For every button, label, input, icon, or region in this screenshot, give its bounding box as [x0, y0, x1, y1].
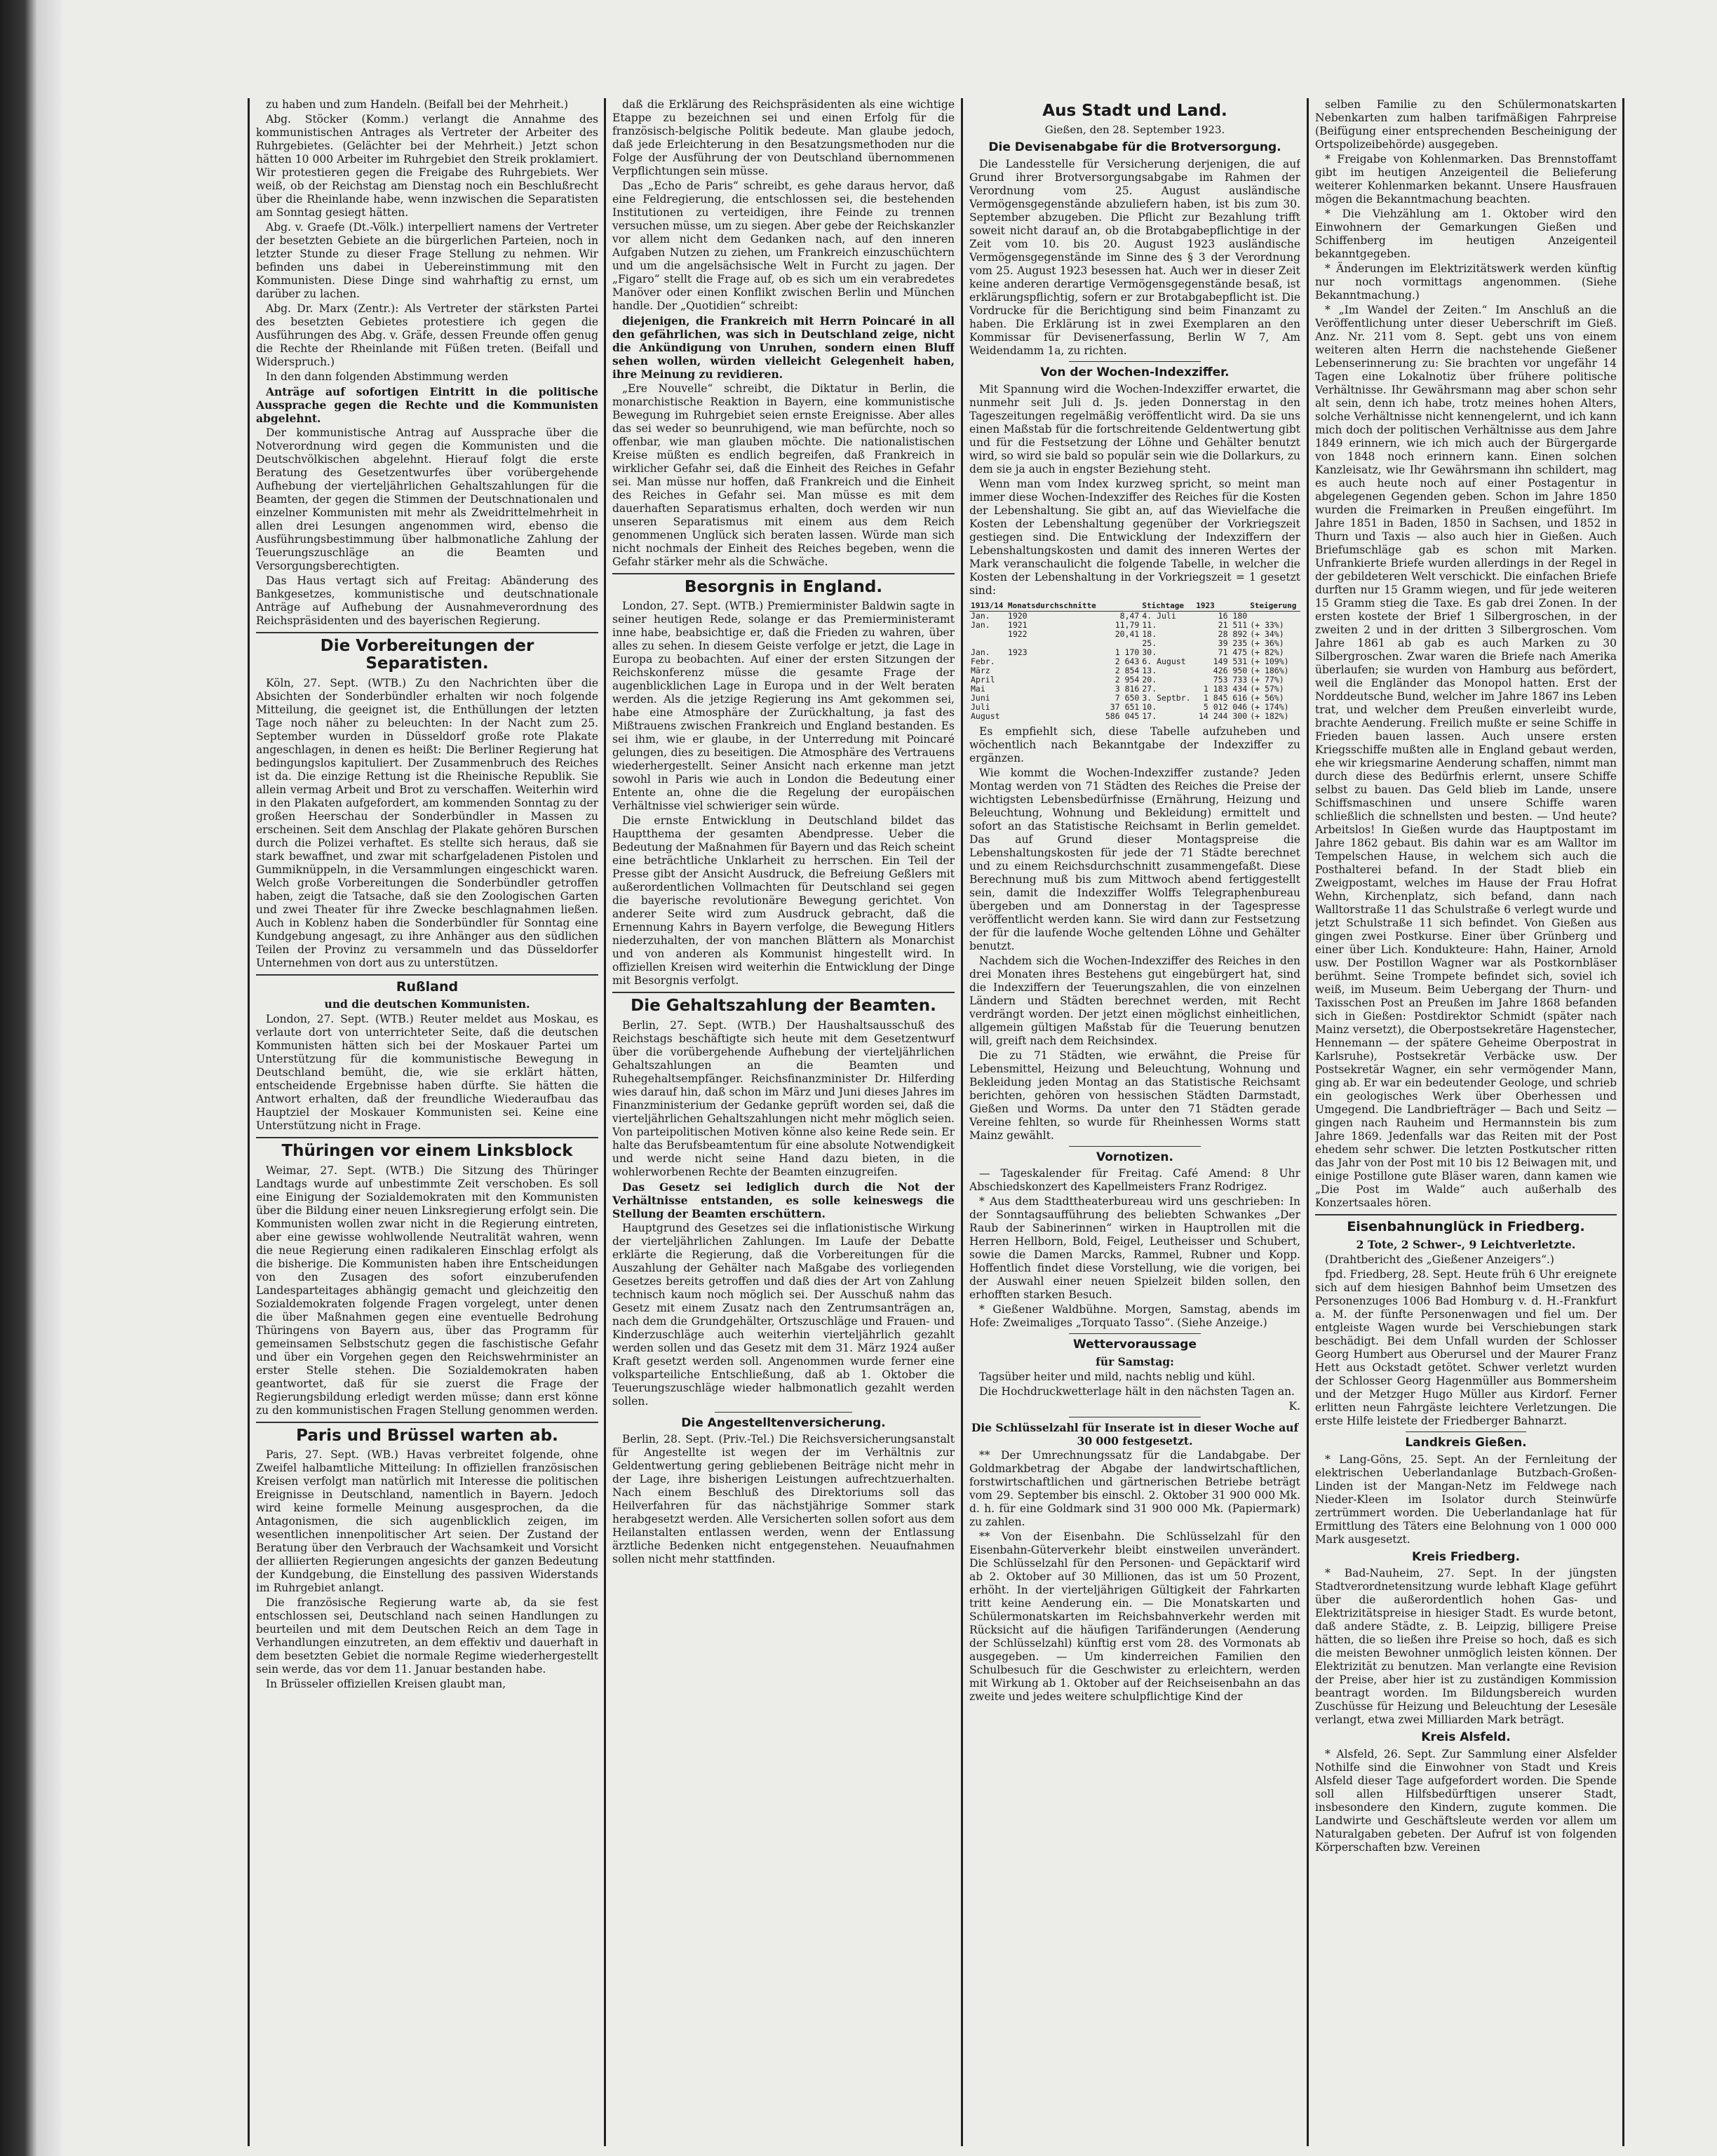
table-cell: Febr. — [971, 656, 995, 666]
article-body: Die zu 71 Städten, wie erwähnt, die Preise für Lebensmittel, Heizung und Beleuchtung, Wohnung und Bekleidung jeden Montag an das Statistische Reichsamt berichten, gehören von hessischen Städten Darmstadt, Gießen und Worms. Da unter den 71 Städten gerade Vereine fehlten, so wurde für Rheinhessen Worms statt Mainz gewählt. — [969, 1049, 1300, 1142]
table-cell: 1 170 — [1115, 647, 1140, 657]
table-cell — [1006, 666, 1102, 675]
article-body: Wenn man vom Index kurzweg spricht, so meint man immer diese Wochen-Indexziffer des Reiches für die Kosten der Lebenshaltung. Sie gibt an, auf das Wievielfache die Kosten der Lebenshaltung gegenüber der Vorkriegszeit gestiegen sind. Die Entwicklung der Indexziffern der Lebenshaltungskosten und damit des inneren Wertes der Mark veranschaulicht die folgende Tabelle, in welcher die Kosten der Lebenshaltung in der Vorkriegszeit = 1 gesetzt sind: — [969, 477, 1300, 597]
newspaper-page — [62, 0, 1717, 2156]
section-title-stadt-und-land: Aus Stadt und Land. — [1042, 102, 1227, 120]
headline-devisenabgabe: Die Devisenabgabe für die Brotversorgung. — [988, 140, 1281, 155]
article-body: Die Hochdruckwetterlage hält in den nächsten Tagen an. — [979, 1385, 1295, 1399]
table-cell: 27. — [1142, 683, 1157, 694]
table-row — [969, 703, 1300, 712]
section-divider — [1069, 361, 1201, 362]
table-cell: 1 183 434 — [1203, 683, 1248, 694]
table-cell: August — [971, 710, 1000, 721]
section-divider — [715, 1412, 851, 1413]
article-body: In Brüsseler offiziellen Kreisen glaubt man, — [266, 1678, 506, 1691]
table-row — [969, 675, 1300, 685]
bold-statement: diejenigen, die Frankreich mit Herrn Poincaré in all den gefährlichen, was sich in Deutschland zeige, nicht die Ankündigung von Unruhen, sondern einen Bluff sehen wollen, würden vielleicht Gelegenheit haben, ihre Meinung zu revidieren. — [612, 314, 955, 381]
column-rule — [604, 98, 606, 2146]
column-rule — [961, 98, 963, 2146]
paragraph: daß die Erklärung des Reichspräsidenten als eine wichtige Etappe zu bezeichnen sei und einen Erfolg für die französisch-belgische Politik bedeute. Man glaube jedoch, daß jede Erleichterung in den Besatzungsmethoden nur die Folge der Ausführung der von Deutschland übernommenen Verpflichtungen sein müsse. — [612, 98, 955, 177]
paragraph: * Änderungen im Elektrizitätswerk werden künftig nur noch vormittags angenommen. (Siehe Bekanntmachung.) — [1315, 262, 1617, 302]
table-cell: 2 854 — [1115, 665, 1140, 675]
table-cell: (+ 77%) — [1250, 674, 1284, 685]
table-cell: 21 511 — [1218, 619, 1248, 630]
table-row — [969, 611, 1300, 621]
paragraph: selben Familie zu den Schülermonatskarten Nebenkarten zum halben tarifmäßigen Fahrpreise (Beifügung einer entsprechenden Bescheinigung der Ortspolizeibehörde) ausgegeben. — [1315, 98, 1617, 151]
paragraph: Abg. v. Graefe (Dt.-Völk.) interpelliert namens der Vertreter der besetzten Gebiete an die bürgerlichen Parteien, noch in letzter Stunde zu dieser Frage Stellung zu nehmen. Wir befinden uns dabei in Uebereinstimmung mit den Kommunisten. Diese Dinge sind wahrhaftig zu ernst, um darüber zu lachen. — [256, 221, 598, 300]
dateline: Gießen, den 28. September 1923. — [1044, 123, 1225, 137]
table-cell — [969, 630, 1006, 639]
section-divider — [256, 1137, 598, 1138]
article-body: * Bad-Nauheim, 27. Sept. In der jüngsten Stadtverordnetensitzung wurde lebhaft Klage geführt über die außerordentlich hohen Gas- und Elektrizitätspreise in hiesiger Stadt. Es wurde betont, daß andere Städte, z. B. Leipzig, billigere Preise hätten, die so ließen ihre Preise so hoch, daß es sich die meisten Bewohner unmöglich leisten können. Der Elektrizität zu benutzen. Man verlangte eine Revision der Preise, aber hier ist zu zuständigen Kommission beantragt worden. Im Bildungsbereich wurden Zuschüsse für Heizung und Beleuchtung der Lesesäle verlangt, etwa zwei Milliarden Mark beträgt. — [1315, 1567, 1617, 1727]
table-cell: 4. Juli — [1142, 610, 1176, 621]
column-rule — [1622, 98, 1624, 2146]
table-cell: Jan. — [971, 619, 990, 630]
bold-statement: Das Gesetz sei lediglich durch die Not der Verhältnisse entstanden, es solle keineswegs die Stellung der Beamten erschüttern. — [612, 1180, 955, 1220]
article-body: Wie kommt die Wochen-Indexziffer zustande? Jeden Montag werden von 71 Städten des Reiches die Preise der wichtigsten Lebensbedürfnisse (Ernährung, Heizung und Beleuchtung, Wohnung und Bekleidung) ermittelt und sofort an das Statistische Reichsamt in Berlin gemeldet. Das auf Grund dieser Montagspreise die Lebenshaltungskosten für jede der 71 Städte berechnet und zu einem Reichsdurchschnitt zusammengefaßt. Diese Berechnung muß bis zum Mittwoch abend fertiggestellt sein, damit die Indexziffer Wolffs Telegraphenbureau übergeben und am Donnerstag in der Tagespresse veröffentlicht werden kann. Sie wird dann zur Festsetzung der für die laufende Woche geltenden Löhne und Gehälter benutzt. — [969, 766, 1300, 952]
article-body: Weimar, 27. Sept. (WTB.) Die Sitzung des Thüringer Landtags wurde auf unbestimmte Zeit verschoben. Es soll eine Einigung der Sozialdemokraten mit den Kommunisten über die Bildung einer neuen Linksregierung erfolgt sein. Die Kommunisten wollen zwar nicht in die Regierung eintreten, aber eine gewisse wohlwollende Neutralität wahren, wenn die neue Regierung einen radikaleren Einschlag erfolgt als die bisherige. Die Kommunisten haben ihre Entscheidungen von den Zusagen des sofort einzuberufenden Landesparteitages abhängig gemacht und gleichzeitig den Sozialdemokraten folgende Fragen vorgelegt, unter denen die über Maßnahmen gegen eine eventuelle Bedrohung Thüringens von Bayern aus, über das Programm für gemeinsamen Selbstschutz gegen die faschistische Gefahr und über ein Vorgehen gegen den Reichswehrminister an erster Stelle stehen. Die Sozialdemokraten haben geantwortet, daß für sie zuerst die Frage der Regierungsbildung erledigt werden müsse; dann erst könne zu den kommunistischen Fragen Stellung genommen werden. — [256, 1164, 598, 1417]
table-cell: 2 643 — [1115, 656, 1140, 666]
headline-angestelltenversicherung: Die Angestelltenversicherung. — [681, 1415, 886, 1430]
table-cell — [1248, 611, 1300, 621]
table-cell: 16 180 — [1218, 610, 1248, 621]
article-body: * Gießener Waldbühne. Morgen, Samstag, abends im Hofe: Zweimaliges „Torquato Tasso“. (Siehe Anzeige.) — [969, 1303, 1300, 1330]
page-frame — [248, 98, 1624, 2146]
table-cell: Jan. — [971, 647, 990, 657]
table-cell: (+ 56%) — [1250, 692, 1284, 703]
section-divider — [612, 573, 955, 574]
table-cell — [1006, 694, 1102, 703]
section-divider — [1406, 1431, 1526, 1432]
article-body: Tagsüber heiter und mild, nachts neblig und kühl. — [979, 1370, 1255, 1384]
article-body: * Alsfeld, 26. Sept. Zur Sammlung einer Alsfelder Nothilfe sind die Einwohner von Stadt und Kreis Alsfeld dieser Tage aufgefordert worden. Die Spende soll allen Hilfsbedürftigen unserer Stadt, insbesondere den Kindern, zugute kommen. Die Landwirte und Geschäftsleute werden vor allem um Naturalgaben gebeten. Der Aufruf ist von folgenden Körperschaften bzw. Vereinen — [1315, 1747, 1617, 1854]
article-body: Berlin, 28. Sept. (Priv.-Tel.) Die Reichsversicherungsanstalt für Angestellte ist wegen der im Verhältnis zur Geldentwertung gering gebliebenen Beiträge nicht mehr in der Lage, ihre bisherigen Leistungen aufrechtzuerhalten. Nach einem Beschluß des Direktoriums soll das Heilverfahren für das nächstjährige Sommer stark herabgesetzt werden. Alle Versicherten sollen sofort aus dem Heilanstalten entlassen werden, wenn der Entlassung ärztliche Bedenken nicht entgegenstehen. Neuaufnahmen sollen nicht mehr stattfinden. — [612, 1433, 955, 1566]
bold-statement: Anträge auf sofortigen Eintritt in die politische Aussprache gegen die Rechte und die Kommunisten abgelehnt. — [256, 385, 598, 425]
table-cell: Juli — [971, 701, 990, 712]
paragraph: Abg. Dr. Marx (Zentr.): Als Vertreter der stärksten Partei des besetzten Gebietes protestiere ich gegen die Ausführungen des Abg. v. Gräfe, dessen Freunde offen genug die Rechte der Rheinlande mit Füßen treten. (Beifall und Widerspruch.) — [256, 302, 598, 368]
table-cell — [1006, 685, 1102, 694]
table-cell: 14 244 300 — [1198, 710, 1248, 721]
table-cell — [1006, 657, 1102, 666]
table-cell: 18. — [1142, 628, 1157, 639]
table-header-cell: Steigerung — [1248, 600, 1300, 612]
table-header-cell: Stichtage — [1140, 600, 1194, 612]
section-divider — [1069, 1333, 1201, 1334]
table-cell: 20. — [1142, 674, 1157, 685]
paragraph: Das „Echo de Paris“ schreibt, es gehe daraus hervor, daß eine Feldregierung, die entschlossen sei, die bestehenden Institutionen zu verteidigen, ihre Feinde zu trennen versuchen müsse, um zu siegen. Aber gebe der Reichskanzler vor allem nicht dem Gedanken nach, auf den inneren Aufgaben Nutzen zu ziehen, um Frankreich einzuschüchtern und um die angelsächsische Welt in Furcht zu jagen. Der „Figaro“ stellt die Frage auf, ob es sich um ein verabredetes Manöver oder einen Konflikt zwischen Berlin und München handle. Der „Quotidien“ schreibt: — [612, 180, 955, 312]
section-divider — [256, 1422, 598, 1423]
table-cell: 753 733 — [1213, 674, 1248, 685]
table-cell: 2 954 — [1115, 674, 1140, 685]
table-cell: 20,41 — [1115, 628, 1140, 639]
headline-landkreis-giessen: Landkreis Gießen. — [1405, 1435, 1527, 1450]
table-row — [969, 712, 1300, 721]
article-body: Die ernste Entwicklung in Deutschland bildet das Hauptthema der gesamten Abendpresse. Ueber die Bedeutung der Maßnahmen für Bayern und das Reich scheint eine beträchtliche Unklarheit zu herrschen. Ein Teil der Presse gibt der Ansicht Ausdruck, die Befreiung Geßlers mit außerordentlichen Vollmachten für Deutschland sei gegen die bayerische revolutionäre Bewegung gerichtet. Von anderer Seite wird zum Ausdruck gebracht, daß die Ernennung Kahrs in Bayern verfolge, die Bewegung Hitlers niederzuhalten, der von manchen Blättern als Monarchist und von anderen als Kommunist hingestellt wird. In offiziellen Kreisen wird weiterhin die Entwicklung der Dinge mit Besorgnis verfolgt. — [612, 814, 955, 988]
headline-wochen-indexziffer: Von der Wochen-Indexziffer. — [1040, 365, 1230, 379]
col1-top-paragraphs — [256, 98, 598, 384]
table-row — [969, 639, 1300, 648]
paragraph: zu haben und zum Handeln. (Beifall bei der Mehrheit.) — [266, 98, 569, 111]
headline-kreis-friedberg: Kreis Friedberg. — [1411, 1549, 1521, 1564]
table-cell — [969, 639, 1006, 648]
section-divider — [256, 974, 598, 976]
table-cell: (+ 182%) — [1250, 710, 1289, 721]
article-body: * Lang-Göns, 25. Sept. An der Fernleitung der elektrischen Ueberlandanlage Butzbach-Großen-Linden ist der Mangan-Netz im Feldwege nach Nieder-Kleen im Isolator durch Steinwürfe zertrümmert worden. Die Ueberlandanlage hat für Ermittlung des Täters eine Belohnung von 1 000 000 Mark ausgesetzt. — [1315, 1453, 1617, 1546]
paragraph: * Die Viehzählung am 1. Oktober wird den Einwohnern der Gemarkungen Gießen und Schiffenberg im heutigen Anzeigenteil bekanntgegeben. — [1315, 208, 1617, 260]
table-row — [969, 648, 1300, 657]
table-cell: 6. August — [1142, 656, 1186, 666]
paragraph: Der kommunistische Antrag auf Aussprache über die Notverordnung wird gegen die Kommunisten und die Deutschvölkischen abgelehnt. Hierauf folgt die erste Beratung des Gesetzentwurfes über vorübergehende Aufhebung der vierteljährlichen Gehaltszahlungen für die Beamten, der gegen die Stimmen der Deutschnationalen und einzelner Kommunisten mit mehr als Zweidrittelmehrheit in allen drei Lesungen angenommen wird, ebenso die Ausführungsbestimmung über halbmonatliche Zahlung der Teuerungszuschläge an die Beamten und Versorgungsberechtigten. — [256, 426, 598, 572]
wetter-subtitle: für Samstag: — [1096, 1355, 1174, 1369]
table-cell — [1006, 639, 1102, 648]
table-cell: 1920 — [1007, 610, 1028, 621]
table-cell: (+ 34%) — [1250, 628, 1284, 639]
headline-paris-bruessel: Paris und Brüssel warten ab. — [296, 1426, 558, 1445]
table-cell: 5 012 046 — [1203, 701, 1248, 712]
article-body: Die französische Regierung warte ab, da sie fest entschlossen sei, Deutschland nach seinen Handlungen zu beurteilen und mit dem Deutschen Reich an dem Tage in Verhandlungen einzutreten, an dem effektiv und dauerhaft in dem besetzten Gebiet die normale Regime wiederhergestellt sein werde, das vor dem 11. Januar bestanden habe. — [256, 1596, 598, 1676]
paragraph: Abg. Stöcker (Komm.) verlangt die Annahme des kommunistischen Antrages als Vertreter der Arbeiter des Ruhrgebietes. (Gelächter bei der Mehrheit.) Jetzt schon hätten 10 000 Arbeiter im Ruhrgebiet den Streik proklamiert. Wir protestieren gegen die Freigabe des Ruhrgebiets. Wer weiß, ob der Reichstag am Dienstag noch ein Beschlußrecht über die Rheinlande habe, wenn inzwischen die Separatisten am Sonntag gesiegt hätten. — [256, 113, 598, 219]
article-body: * Aus dem Stadttheaterbureau wird uns geschrieben: In der Sonntagsaufführung des beliebten Schwankes „Der Raub der Sabinerinnen“ wirken in Hauptrollen mit die Herren Hellborn, Bold, Feigel, Leutheisser und Schubert, sowie die Damen Marcks, Rammel, Rubner und Kopp. Hoffentlich findet diese Vorstellung, wie die vorigen, bei der Auswahl einer neuen Spielzeit bilden sollen, den erhofften starken Besuch. — [969, 1195, 1300, 1302]
article-body: Nachdem sich die Wochen-Indexziffer des Reiches in den drei Monaten ihres Bestehens gut eingebürgert hat, sind die Indexziffern der Teuerungszahlen, die von einzelnen Ländern und Städten berechnet werden, mit Recht verdrängt worden. Der jetzt einen möglichst einheitlichen, allgemein gültigen Maßstab für die Teuerung benutzen will, greift nach dem Reichsindex. — [969, 954, 1300, 1047]
table-cell: (+ 33%) — [1250, 619, 1284, 630]
table-cell: April — [971, 674, 995, 685]
table-cell: 149 531 — [1213, 656, 1248, 666]
table-cell: 71 475 — [1218, 647, 1248, 657]
index-table — [969, 600, 1300, 721]
column-4 — [1315, 98, 1617, 2146]
table-cell: 11. — [1142, 619, 1157, 630]
paragraph: „Ere Nouvelle“ schreibt, die Diktatur in Berlin, die monarchistische Reaktion in Bayern, eine kommunistische Bewegung im Ruhrgebiet seien ernste Ereignisse. Aber alles das sei weder so beunruhigend, wie man befürchte, noch so offenbar, wie man glauben möchte. Die nationalistischen Kreise müßten es endlich begreifen, daß Frankreich in wirklicher Gefahr sei, daß die Einheit des Reiches in Gefahr sei. Man müsse nur hoffen, daß Frankreich und die Einheit des Reiches in Gefahr sei. Man müsse es mit dem dauerhaften Separatismus erhalten, doch werden wir nun unseren Separatismus mit einem aus dem Reich genommenen Unglück sich beraten lassen. Würde man sich nicht nochmals der Einheit des Reiches begeben, wenn die Gefahr stärker mehr als die Schwäche. — [612, 382, 955, 568]
article-body: ** Von der Eisenbahn. Die Schlüsselzahl für den Eisenbahn-Güterverkehr bleibt einstweilen unverändert. Die Schlüsselzahl für den Personen- und Gepäcktarif wird ab 2. Oktober auf 30 Millionen, das ist um 50 Prozent, erhöht. In der vierteljährigen Gültigkeit der Fahrkarten tritt keine Aenderung ein. — Die Monatskarten und Schülermonatskarten im Reichsbahnverkehr werden mit Rücksicht auf die häufigen Tarifänderungen (Aenderung der Schlüsselzahl) künftig erst vom 28. des Vormonats ab ausgegeben. — Um kinderreichen Familien den Schulbesuch für die Geschwister zu erleichtern, werden mit Wirkung ab 1. Oktober auf der Reichseisenbahn an das zweite und jedes weitere schulpflichtige Kind der — [969, 1530, 1300, 1704]
article-body: Berlin, 27. Sept. (WTB.) Der Haushaltsausschuß des Reichstags beschäftigte sich heute mit dem Gesetzentwurf über die vorübergehende Aufhebung der vierteljährlichen Gehaltszahlungen an die Beamten und Ruhegehaltsempfänger. Reichsfinanzminister Dr. Hilferding wies darauf hin, daß schon im März und Juni dieses Jahres im Finanzministerium der Gedanke geprüft worden sei, daß die vierteljährlichen Gehaltszahlungen nicht mehr möglich seien. Von parteipolitischen Motiven könne also keine Rede sein. Er halte das Berufsbeamtentum für eine absolute Notwendigkeit und werde nicht seine Hand dazu bieten, in die wohlerworbenen Rechte der Beamten einzugreifen. — [612, 1018, 955, 1178]
table-cell: 11,79 — [1115, 619, 1140, 630]
table-cell — [1006, 703, 1102, 712]
table-cell: 3 816 — [1115, 683, 1140, 694]
table-cell — [1102, 639, 1140, 648]
paragraph: * Freigabe von Kohlenmarken. Das Brennstoffamt gibt im heutigen Anzeigenteil die Belieferung weiterer Kohlenmarken bekannt. Unsere Hausfrauen mögen die Bekanntmachung beachten. — [1315, 153, 1617, 206]
headline-eisenbahnunglueck: Eisenbahnunglück in Friedberg. — [1347, 1219, 1585, 1234]
table-cell: 1921 — [1007, 619, 1028, 630]
table-header-cell: 1923 — [1194, 600, 1248, 612]
section-divider — [1315, 1214, 1617, 1215]
table-cell: (+ 57%) — [1250, 683, 1284, 694]
article-body: London, 27. Sept. (WTB.) Reuter meldet aus Moskau, es verlaute dort von unterrichteter Seite, daß die deutschen Kommunisten hätten sich bei der Moskauer Partei um Unterstützung für die kommunistische Bewegung in Deutschland bemüht, die, wie sie erklärt hätten, entscheidende Ergebnisse haben dürfte. Sie hätten die Antwort erhalten, daß der freundliche Wiederaufbau das Hauptziel der Moskauer Kommunisten sei. Keine eine Unterstützung nicht in Frage. — [256, 1013, 598, 1133]
section-divider — [612, 992, 955, 993]
table-cell — [1006, 675, 1102, 685]
headline-kreis-alsfeld: Kreis Alsfeld. — [1421, 1730, 1511, 1745]
table-cell: (+ 36%) — [1250, 638, 1284, 648]
paragraph: * „Im Wandel der Zeiten.“ Im Anschluß an die Veröffentlichung unter dieser Ueberschrift im Gieß. Anz. Nr. 211 vom 8. Sept. gebt uns von einem weiteren alten Herrn die nachstehende Gießener Lebenserinnerung zu: Sie brachten vor ungefähr 14 Tagen eine Lokalnotiz über frühere politische Verhältnisse. Ihr Gewährsmann mag aber schon sehr alt sein, denn ich habe, trotz meines hohen Alters, solche Verhältnisse nicht kennengelernt, und ich kann mich doch der politischen Verhältnisse aus dem Jahre 1849 erinnern, wie ich mich auch der Bürgergarde von 1848 noch erinnern kann. Einen solchen Kanzleisatz, wie Ihr Gewährsmann ihn schildert, mag es auch heute noch auf einer Postagentur in abgelegenen Gegenden geben. Schon im Jahre 1850 wurden die Freimarken in Preußen eingeführt. Im Jahre 1851 in Baden, 1850 in Sachsen, und 1852 in Thurn und Taxis — also auch hier in Gießen. Auch Briefumschläge gab es schon mit Marken. Unfrankierte Briefe wurden allerdings in der Regel in der gebildeteren Welt verschickt. Die einfachen Briefe durften nur 15 Gramm wiegen, und für jede weiteren 15 Gramm stieg die Taxe. Es gab drei Zonen. In der ersten kostete der Brief 1 Silbergroschen, in der zweiten 2 und in der dritten 3 Silbergroschen. Vom Jahre 1861 ab gab es auch Marken zu 30 Silbergroschen. Zwar waren die Briefe nach Amerika überlaufen; sie wurden von Hamburg aus befördert, weil die Engländer das Monopol hatten. Erst der Norddeutsche Bund, welcher im Jahre 1867 ins Leben trat, und welcher dem Preußen einverleibt wurde, brachte Aenderung. Freilich mußte er seine Schiffe in Frieden bauen lassen. Auch unsere ersten Kriegsschiffe mußten alle in England gebaut werden, ehe wir kriegsmarine Aenderung schaffen, nimmt man durch diese des Bedürfnis erlernt, unsere Schiffe selbst zu bauen. Das Geld blieb im Lande, unsere Schiffsmaschinen und unsere Schiffe waren schließlich die schnellsten und besten. — Und heute? Arbeitslos! In Gießen wurde das Hauptpostamt im Jahre 1862 gebaut. Bis dahin war es am Walltor im Tempelschen Hause, in welchem sich auch die Posthalterei befand. In der Stadt blieb ein Zweigpostamt, welches im Hause der Frau Hofrat Wehn, Kirchenplatz, sich befand, dann nach Walltorstraße 11 das Schulstraße 6 verlegt wurde und jetzt Schulstraße 11 sich befindet. Von Gießen aus gingen zwei Postkurse. Einer über Grünberg und einer über Lich. Kondukteure: Hahn, Hainer, Arnold usw. Der Postillon Wagner war als Postkornbläser berühmt. Seine Trompete befindet sich, soviel ich weiß, im Museum. Beim Uebergang der Thurn- und Taxisschen Post an Preußen im Jahre 1868 befanden sich in Gießen: Postdirektor Schmidt (später nach Mainz versetzt), die Oberpostsekretäre Hagenstecher, Hennemann — der spätere Geheime Oberpostrat in Karlsruhe), Postsekretär Verbäcke usw. Der Postsekretär Wagner, ein sehr vermögender Mann, ging ab. Er war ein bedeutender Geologe, und schrieb ein geologisches Werk über Oberhessen und Umgegend. Die Landbriefträger — Bach und Seitz — gingen nach Rauheim und Hermannstein bis zum Jahre 1869. Jedenfalls war das Reiten mit der Post ehedem sehr schwer. Die letzten Postkutscher ritten das Jahr von der Post mit 10 bis 12 Beiwagen mit, und einige Postillone gute Bläser waren, dann kamen wie „Die Post im Walde“ auch außerhalb des Konzertsaales hören. — [1315, 304, 1617, 1209]
paragraph: In den dann folgenden Abstimmung werden — [266, 370, 509, 383]
table-header-cell: Monatsdurchschnitte — [1006, 600, 1102, 612]
table-cell: 426 950 — [1213, 665, 1248, 675]
table-row — [969, 666, 1300, 675]
column-rule — [248, 98, 250, 2146]
headline-russland-sub: und die deutschen Kommunisten. — [324, 997, 530, 1011]
table-cell: März — [971, 665, 990, 675]
column-2 — [612, 98, 955, 2146]
headline-russland: Rußland — [396, 978, 459, 995]
table-row — [969, 630, 1300, 639]
article-body: (Drahtbericht des „Gießener Anzeigers“.) — [1325, 1253, 1554, 1266]
table-row — [969, 657, 1300, 666]
table-cell: 10. — [1142, 701, 1157, 712]
table-cell: 7 650 — [1115, 692, 1140, 703]
table-cell: 25. — [1142, 638, 1157, 648]
table-cell: 1922 — [1007, 628, 1028, 639]
table-cell: 30. — [1142, 647, 1157, 657]
paragraph: Das Haus vertagt sich auf Freitag: Abänderung des Bankgesetzes, kommunistische und deutschnationale Anträge auf Aufhebung der Ausnahmeverordnung des Reichspräsidenten und des bayerischen Regierung. — [256, 574, 598, 627]
table-cell: 8,47 — [1119, 610, 1140, 621]
headline-separatisten: Die Vorbereitungen der Separatisten. — [320, 637, 534, 673]
table-cell: 28 892 — [1218, 628, 1248, 639]
article-body: fpd. Friedberg, 28. Sept. Heute früh 6 Uhr ereignete sich auf dem hiesigen Bahnhof beim Umsetzen des Personenzuges 1006 Bad Homburg v. d. H.-Frankfurt a. M. der fünfte Personenwagen und fiel um. Der entgleiste Wagen wurde bei Verschiebungen stark beschädigt. Bei dem Unfall wurden der Schlosser Georg Humbert aus Oberursel und der Maurer Franz Hett aus Ockstadt getötet. Schwer verletzt wurden der Schlosser Georg Hagenmüller aus Bommersheim und der Metzger Hugo Müller aus Kirdorf. Ferner erlitten neun Fahrgäste leichtere Verletzungen. Die erste Hilfe leistete der Friedberger Bahnarzt. — [1315, 1267, 1617, 1427]
table-header-cell: 1913/14 — [969, 600, 1006, 612]
table-cell: 37 651 — [1110, 701, 1140, 712]
table-row — [969, 694, 1300, 703]
article-body: Es empfiehlt sich, diese Tabelle aufzuheben und wöchentlich nach Bekanntgabe der Indexziffer zu ergänzen. — [969, 725, 1300, 764]
column-rule — [1307, 98, 1309, 2146]
headline-vornotizen: Vornotizen. — [1096, 1150, 1173, 1164]
table-row — [969, 621, 1300, 630]
table-body — [969, 611, 1300, 721]
headline-besorgnis-england: Besorgnis in England. — [684, 578, 883, 596]
table-cell: (+ 109%) — [1250, 656, 1289, 666]
table-cell: Jan. — [971, 610, 990, 621]
table-cell: 586 045 — [1105, 710, 1140, 721]
article-body: Mit Spannung wird die Wochen-Indexziffer erwartet, die nunmehr seit Juli d. Js. jeden Donnerstag in den Tageszeitungen regelmäßig veröffentlicht wird. Da sie uns einen Maßstab für die fortschreitende Geldentwertung gibt und für die Festsetzung der Löhne und Gehälter benutzt wird, so wird sie bald so populär sein wie die Dollarkurs, zu dem sie ja auch in engster Beziehung steht. — [969, 382, 1300, 476]
table-cell: (+ 186%) — [1250, 665, 1289, 675]
article-body: — Tageskalender für Freitag. Café Amend: 8 Uhr Abschiedskonzert des Kapellmeisters Franz Rodrigez. — [969, 1167, 1300, 1194]
column-3 — [969, 98, 1300, 2146]
table-row — [969, 685, 1300, 694]
bold-statement: Die Schlüsselzahl für Inserate ist in dieser Woche auf 30 000 festgesetzt. — [971, 1421, 1299, 1448]
signature: K. — [1288, 1400, 1300, 1413]
table-header-row — [969, 600, 1300, 612]
table-cell: Juni — [971, 692, 990, 703]
article-body: Köln, 27. Sept. (WTB.) Zu den Nachrichten über die Absichten der Sonderbündler erhalten wir noch folgende Mitteilung, die geeignet ist, die Enthüllungen der letzten Tage noch näher zu beleuchten: In der Nacht zum 25. September wurden in Düsseldorf große rote Plakate angeschlagen, in denen es heißt: Die Berliner Regierung hat bedingungslos kapituliert. Der Zusammenbruch des Reiches ist da. Die einzige Rettung ist die Rheinische Republik. Sie allein vermag Arbeit und Brot zu verschaffen. Weiterhin wird in den Plakaten aufgefordert, am kommenden Sonntag zu der großen Heerschau der Sonderbündler in Massen zu erscheinen. Seit dem Anschlag der Plakate gehören Burschen durch die Polizei verhaftet. Es stellte sich heraus, daß sie stark bewaffnet, und zwar mit scharfgeladenen Pistolen und Gummiknüppeln, in die Versammlungen eingeschickt waren. Welch große Vorbereitungen die Sonderbündler getroffen haben, zeigt die Tatsache, daß sie den Zoologischen Garten und zwei Theater für ihre Zwecke beschlagnahmen ließen. Auch in Koblenz haben die Sonderbündler für Sonntag eine Kundgebung angesagt, zu ihre Anhänger aus den südlichen Teilen der Provinz zu versammeln und das Düsseldorfer Unternehmen von dort aus zu unterstützen. — [256, 676, 598, 969]
column-1 — [256, 98, 598, 2146]
section-divider — [256, 632, 598, 633]
table-cell: Mai — [971, 683, 985, 694]
headline-gehaltszahlung: Die Gehaltszahlung der Beamten. — [631, 997, 936, 1016]
table-cell: 1 845 616 — [1203, 692, 1248, 703]
table-cell: 13. — [1142, 665, 1157, 675]
headline-wettervoraussage: Wettervoraussage — [1073, 1338, 1197, 1352]
article-body: Paris, 27. Sept. (WB.) Havas verbreitet folgende, ohne Zweifel halbamtliche Mitteilung: In offiziellen französischen Kreisen verfolgt man natürlich mit Interesse die politischen Ereignisse in Deutschland, namentlich in Bayern. Jedoch wird keine formelle Meinung ausgesprochen, da die Antagonismen, die sich augenblicklich zeigen, im wesentlichen innenpolitischer Art seien. Der Zustand der Beratung über den Verbrauch der Wachsamkeit und Vorsicht der alliierten Regierungen angesichts der ganzen Bedeutung der Kundgebung, die Einstellung des passiven Widerstands im Ruhrgebiet anlangt. — [256, 1448, 598, 1595]
table-cell: 17. — [1142, 710, 1157, 721]
table-cell: (+ 82%) — [1250, 647, 1284, 657]
table-cell: 3. Septbr. — [1142, 692, 1191, 703]
article-body: London, 27. Sept. (WTB.) Premierminister Baldwin sagte in seiner heutigen Rede, solange er das Premierministeramt inne habe, beabsichtige er, daß die Frieden zu wahren, über alles zu sehen. In diesem Geiste verfolge er jetzt, die Lage in Europa zu beobachten. Auf einer der ersten Sitzungen der Reichskonferenz müsse die gesamte Frage der augenblicklichen Lage in Europa und in der Welt beraten werden. Als die jetzige Regierung ins Amt gekommen sei, habe eine Atmosphäre der Zurückhaltung, ja fast des Mißtrauens zwischen Frankreich und England bestanden. Es sei ihm, wie er glaube, in der Unterredung mit Poincaré gelungen, dies zu beseitigen. Die Atmosphäre des Vertrauens wiederhergestellt. Seiner Ansicht nach erkenne man jetzt sowohl in Paris wie auch in London die Bedeutung einer Entente an, ohne die die Regelung der europäischen Verhältnisse viel schwieriger sein würde. — [612, 600, 955, 813]
table-cell: 39 235 — [1218, 638, 1248, 648]
table-header-cell — [1102, 600, 1140, 612]
table-cell: (+ 174%) — [1250, 701, 1289, 712]
article-body: ** Der Umrechnungssatz für die Landabgabe. Der Goldmarkbetrag der Abgabe der landwirtschaftlichen, forstwirtschaftlichen und gärtnerischen Betriebe beträgt vom 29. September bis einschl. 2. Oktober 31 900 000 Mk. d. h. für eine Goldmark sind 31 900 000 Mk. (Papiermark) zu zahlen. — [969, 1449, 1300, 1529]
scan-book-gutter — [0, 0, 62, 2156]
headline-eisenbahnunglueck-sub: 2 Tote, 2 Schwer-, 9 Leichtverletzte. — [1356, 1237, 1576, 1251]
headline-thueringen: Thüringen vor einem Linksblock — [281, 1142, 573, 1161]
article-body: Die Landesstelle für Versicherung derjenigen, die auf Grund ihrer Brotversorgungsabgabe im Rahmen der Verordnung vom 25. August ausländische Vermögensgegenstände abzuliefern haben, ist bis zum 30. September abzugeben. Die Pflicht zur Bezahlung trifft soweit nicht darauf an, ob die Brotabgabepflichtige in der Zeit vom 10. bis 20. August 1923 ausländische Vermögensgegenstände im Sinne des § 3 der Verordnung vom 25. August 1923 besessen hat. Auch wer in dieser Zeit keine anderen derartige Vermögensgegenstände besaß, ist erklärungspflichtig, sofern er zur Brotabgabepflicht ist. Die Vordrucke für die Berichtigung sind beim Finanzamt zu haben. Die Erklärung ist in zwei Exemplaren an den Kommissar für Devisenerfassung, Berlin W 7, Am Weidendamm 1a, zu richten. — [969, 157, 1300, 357]
article-body: Hauptgrund des Gesetzes sei die inflationistische Wirkung der vierteljährlichen Zahlungen. Im Laufe der Debatte erklärte die Regierung, daß die Vorbereitungen für die Auszahlung der Gehälter nach Maßgabe des vorliegenden Gesetzes bereits getroffen und daß dies der Art von Zahlung technisch kaum noch möglich sei. Der Ausschuß nahm das Gesetz mit einem Zusatz nach den Zentrumsanträgen an, nach dem die Grundgehälter, Ortszuschläge und Frauen- und Kinderzuschläge auch weiterhin vierteljährlich gezahlt werden sollen und das Gesetz mit dem 31. März 1924 außer Kraft gesetzt werden soll. Angenommen wurde ferner eine volksparteiliche Entschließung, daß ab 1. Oktober die Teuerungszuschläge wieder halbmonatlich gezahlt werden sollen. — [612, 1221, 955, 1408]
table-cell — [1006, 712, 1102, 721]
section-divider — [1069, 1146, 1201, 1147]
table-cell: 1923 — [1007, 647, 1028, 657]
